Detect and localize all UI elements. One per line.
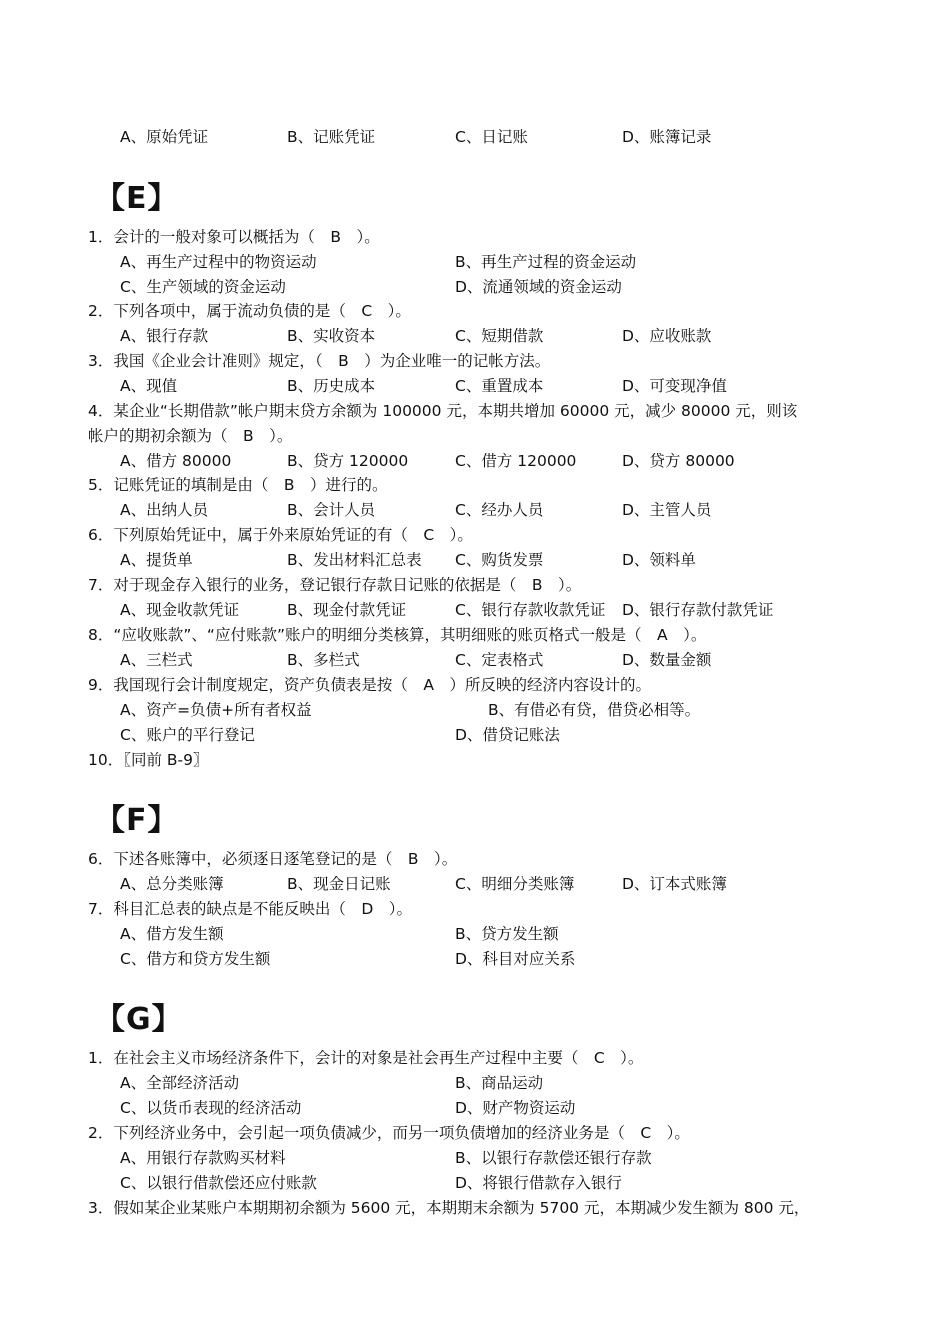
option-d: D、可变现净值 [622, 377, 727, 395]
option-a: A、原始凭证 [120, 128, 209, 146]
section-heading-f: 【F】 [95, 803, 179, 838]
option-c: C、借方 120000 [455, 452, 577, 470]
option-c: C、短期借款 [455, 327, 544, 345]
option-d: D、账簿记录 [622, 128, 712, 146]
option-b: B、现金付款凭证 [287, 601, 407, 619]
option-a: A、提货单 [120, 551, 193, 569]
question-e4-continued: 帐户的期初余额为（ B ）。 [88, 427, 293, 445]
option-a: A、银行存款 [120, 327, 209, 345]
option-d: D、借贷记账法 [455, 726, 560, 744]
option-c: C、购货发票 [455, 551, 544, 569]
option-b: B、以银行存款偿还银行存款 [455, 1149, 652, 1167]
question-e8: 8．“应收账款”、“应付账款”账户的明细分类核算，其明细账的账页格式一般是（ A ）。 [88, 626, 707, 644]
option-a: A、总分类账簿 [120, 875, 224, 893]
option-c: C、明细分类账簿 [455, 875, 575, 893]
question-e10: 10．〖同前 B-9〗 [88, 751, 209, 769]
option-d: D、流通领域的资金运动 [455, 278, 622, 296]
option-b: B、现金日记账 [287, 875, 391, 893]
option-b: B、发出材料汇总表 [287, 551, 422, 569]
question-g3: 3．假如某企业某账户本期期初余额为 5600 元，本期期末余额为 5700 元，本期减少发生额为 800 元， [88, 1199, 810, 1217]
option-d: D、财产物资运动 [455, 1099, 576, 1117]
question-e1: 1．会计的一般对象可以概括为（ B ）。 [88, 228, 380, 246]
option-b: B、记账凭证 [287, 128, 376, 146]
question-f7: 7．科目汇总表的缺点是不能反映出（ D ）。 [88, 900, 413, 918]
option-c: C、银行存款收款凭证 [455, 601, 606, 619]
option-a: A、现金收款凭证 [120, 601, 240, 619]
option-c: C、重置成本 [455, 377, 544, 395]
option-b: B、实收资本 [287, 327, 376, 345]
option-c: C、定表格式 [455, 651, 544, 669]
option-a: A、全部经济活动 [120, 1074, 240, 1092]
option-c: C、账户的平行登记 [120, 726, 255, 744]
option-d: D、数量金额 [622, 651, 712, 669]
option-a: A、现值 [120, 377, 178, 395]
option-b: B、有借必有贷，借贷必相等。 [488, 701, 701, 719]
option-b: B、历史成本 [287, 377, 376, 395]
option-d: D、将银行借款存入银行 [455, 1174, 622, 1192]
option-d: D、科目对应关系 [455, 950, 576, 968]
question-e4: 4．某企业“长期借款”帐户期末贷方余额为 100000 元，本期共增加 60000 元，减少 80000 元，则该 [88, 402, 798, 420]
option-b: B、贷方发生额 [455, 925, 559, 943]
question-e6: 6．下列原始凭证中，属于外来原始凭证的有（ C ）。 [88, 526, 473, 544]
option-a: A、借方发生额 [120, 925, 224, 943]
option-d: D、应收账款 [622, 327, 712, 345]
option-a: A、三栏式 [120, 651, 193, 669]
option-d: D、贷方 80000 [622, 452, 735, 470]
option-b: B、会计人员 [287, 501, 376, 519]
option-b: B、贷方 120000 [287, 452, 409, 470]
section-heading-e: 【E】 [95, 181, 179, 216]
option-a: A、用银行存款购买材料 [120, 1149, 286, 1167]
option-c: C、经办人员 [455, 501, 544, 519]
option-d: D、主管人员 [622, 501, 712, 519]
option-c: C、日记账 [455, 128, 528, 146]
option-a: A、借方 80000 [120, 452, 232, 470]
option-b: B、多栏式 [287, 651, 360, 669]
option-c: C、借方和贷方发生额 [120, 950, 271, 968]
question-e5: 5．记账凭证的填制是由（ B ）进行的。 [88, 476, 388, 494]
option-b: B、再生产过程的资金运动 [455, 253, 637, 271]
question-e9: 9．我国现行会计制度规定，资产负债表是按（ A ）所反映的经济内容设计的。 [88, 676, 651, 694]
question-e2: 2．下列各项中，属于流动负债的是（ C ）。 [88, 302, 411, 320]
option-c: C、以银行借款偿还应付账款 [120, 1174, 317, 1192]
question-e7: 7．对于现金存入银行的业务，登记银行存款日记账的依据是（ B ）。 [88, 576, 582, 594]
option-d: D、领料单 [622, 551, 696, 569]
question-f6: 6．下述各账簿中，必须逐日逐笔登记的是（ B ）。 [88, 850, 458, 868]
option-c: C、生产领域的资金运动 [120, 278, 286, 296]
option-a: A、出纳人员 [120, 501, 209, 519]
option-d: D、银行存款付款凭证 [622, 601, 774, 619]
section-heading-g: 【G】 [95, 1002, 183, 1037]
question-e3: 3．我国《企业会计准则》规定，（ B ）为企业唯一的记帐方法。 [88, 352, 551, 370]
question-g2: 2．下列经济业务中，会引起一项负债减少，而另一项负债增加的经济业务是（ C ）。 [88, 1124, 690, 1142]
option-b: B、商品运动 [455, 1074, 544, 1092]
option-a: A、再生产过程中的物资运动 [120, 253, 317, 271]
question-g1: 1．在社会主义市场经济条件下，会计的对象是社会再生产过程中主要（ C ）。 [88, 1049, 644, 1067]
option-c: C、以货币表现的经济活动 [120, 1099, 302, 1117]
option-a: A、资产=负债+所有者权益 [120, 701, 312, 719]
option-d: D、订本式账簿 [622, 875, 727, 893]
